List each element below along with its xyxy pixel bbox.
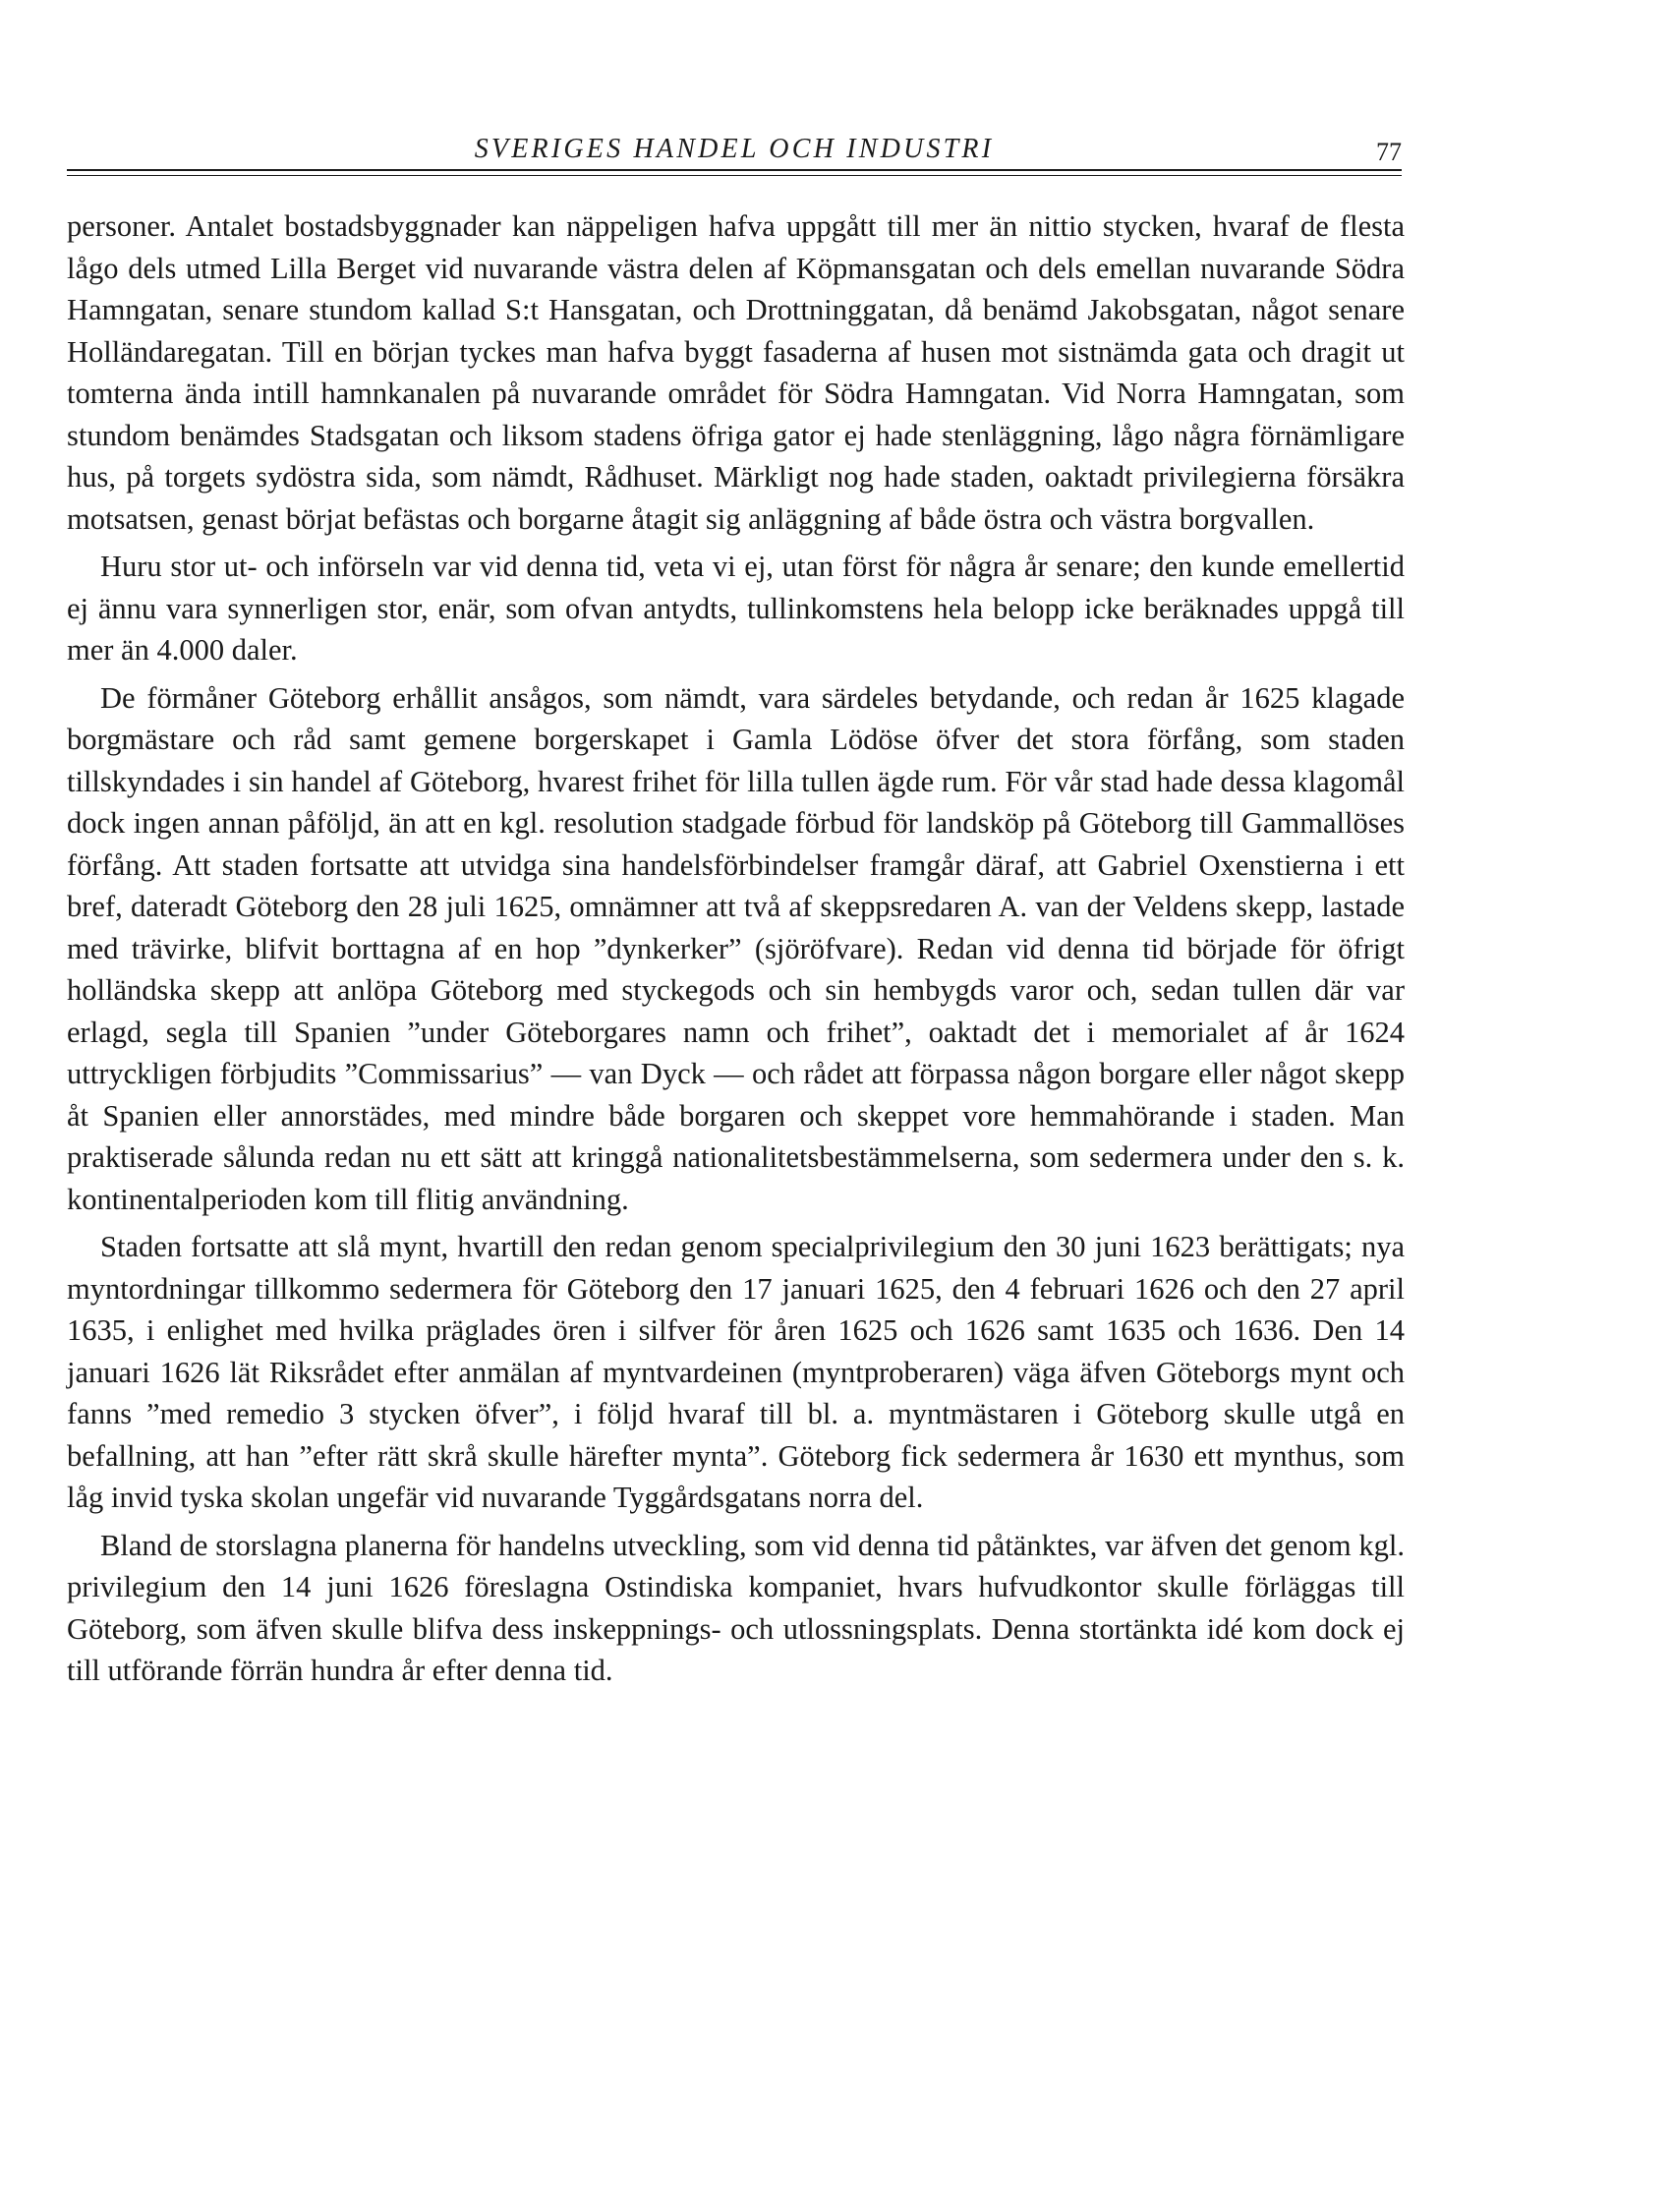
paragraph: De förmåner Göteborg erhållit ansågos, som nämdt, vara särdeles betydande, och redan år 1625 klagade borgmästare och råd samt gemene borgerskapet i Gamla Lödöse öfver det stora förfång, som staden tillskyndades i sin handel af Göteborg, hvarest frihet för lilla tullen ägde rum. För vår stad hade dessa klagomål dock ingen annan påföljd, än att en kgl. resolution stadgade förbud för landsköp på Göteborg till Gammallöses förfång. Att staden fortsatte att utvidga sina handelsförbindelser framgår däraf, att Gabriel Oxenstierna i ett bref, dateradt Göteborg den 28 juli 1625, omnämner att två af skeppsredaren A. van der Veldens skepp, lastade med trävirke, blifvit borttagna af en hop ”dynkerker” (sjöröfvare). Redan vid denna tid började för öfrigt holländska skepp att anlöpa Göteborg med styckegods och sin hembygds varor och, sedan tullen där var erlagd, segla till Spanien ”under Göteborgares namn och frihet”, oaktadt det i memorialet af år 1624 uttryckligen förbjudits ”Commissarius” — van Dyck — och rådet att förpassa någon borgare eller något skepp åt Spanien eller annorstädes, med mindre både borgaren och skeppet vore hemmahörande i staden. Man praktiserade sålunda redan nu ett sätt att kringgå nationalitetsbestämmelserna, som sedermera under den s. k. kontinentalperioden kom till flitig användning. [67, 680, 1405, 1216]
paragraph: Huru stor ut- och införseln var vid denna tid, veta vi ej, utan först för några år senare; den kunde emellertid ej ännu vara synnerligen stor, enär, som ofvan antydts, tullinkomstens hela belopp icke beräknades uppgå till mer än 4.000 daler. [67, 550, 1405, 667]
paragraph: personer. Antalet bostadsbyggnader kan näppeligen hafva uppgått till mer än nittio stycken, hvaraf de flesta lågo dels utmed Lilla Berget vid nuvarande västra delen af Köpmansgatan och dels emellan nuvarande Södra Hamngatan, senare stundom kallad S:t Hansgatan, och Drottninggatan, då benämd Jakobsgatan, något senare Holländaregatan. Till en början tyckes man hafva byggt fasaderna af husen mot sistnämda gata och dragit ut tomterna ända intill hamnkanalen på nuvarande området för Södra Hamngatan. Vid Norra Hamngatan, som stundom benämdes Stadsgatan och liksom stadens öfriga gator ej hade stenläggning, lågo några förnämligare hus, på torgets sydöstra sida, som nämdt, Rådhuset. Märkligt nog hade staden, oaktadt privilegierna försäkra motsatsen, genast börjat befästas och borgarne åtagit sig anläggning af både östra och västra borgvallen. [67, 209, 1405, 536]
running-head [67, 130, 1402, 173]
paragraph: Staden fortsatte att slå mynt, hvartill den redan genom specialprivilegium den 30 juni 1623 berättigats; nya myntordningar tillkommo sedermera för Göteborg den 17 januari 1625, den 4 februari 1626 och den 27 april 1635, i enlighet med hvilka präglades ören i silfver för åren 1625 och 1626 samt 1635 och 1636. Den 14 januari 1626 lät Riksrådet efter anmälan af myntvardeinen (myntproberaren) väga äfven Göteborgs mynt och fanns ”med remedio 3 stycken öfver”, i följd hvaraf till bl. a. myntmästaren i Göteborg skulle utgå en befallning, att han ”efter rätt skrå skulle härefter mynta”. Göteborg fick sedermera år 1630 ett mynthus, som låg invid tyska skolan ungefär vid nuvarande Tyggårdsgatans norra del. [67, 1230, 1405, 1514]
body-text [67, 205, 1405, 1698]
page-number: 77 [1376, 138, 1402, 166]
paragraph: Bland de storslagna planerna för handelns utveckling, som vid denna tid påtänktes, var äfven det genom kgl. privilegium den 14 juni 1626 föreslagna Ostindiska kompaniet, hvars hufvudkontor skulle förläggas till Göteborg, som äfven skulle blifva dess inskeppnings- och utlossningsplats. Denna stortänkta idé kom dock ej till utförande förrän hundra år efter denna tid. [67, 1528, 1405, 1687]
header-rule-thick [67, 169, 1402, 171]
header-rule-thin [67, 175, 1402, 176]
running-title: SVERIGES HANDEL OCH INDUSTRI [474, 134, 995, 164]
